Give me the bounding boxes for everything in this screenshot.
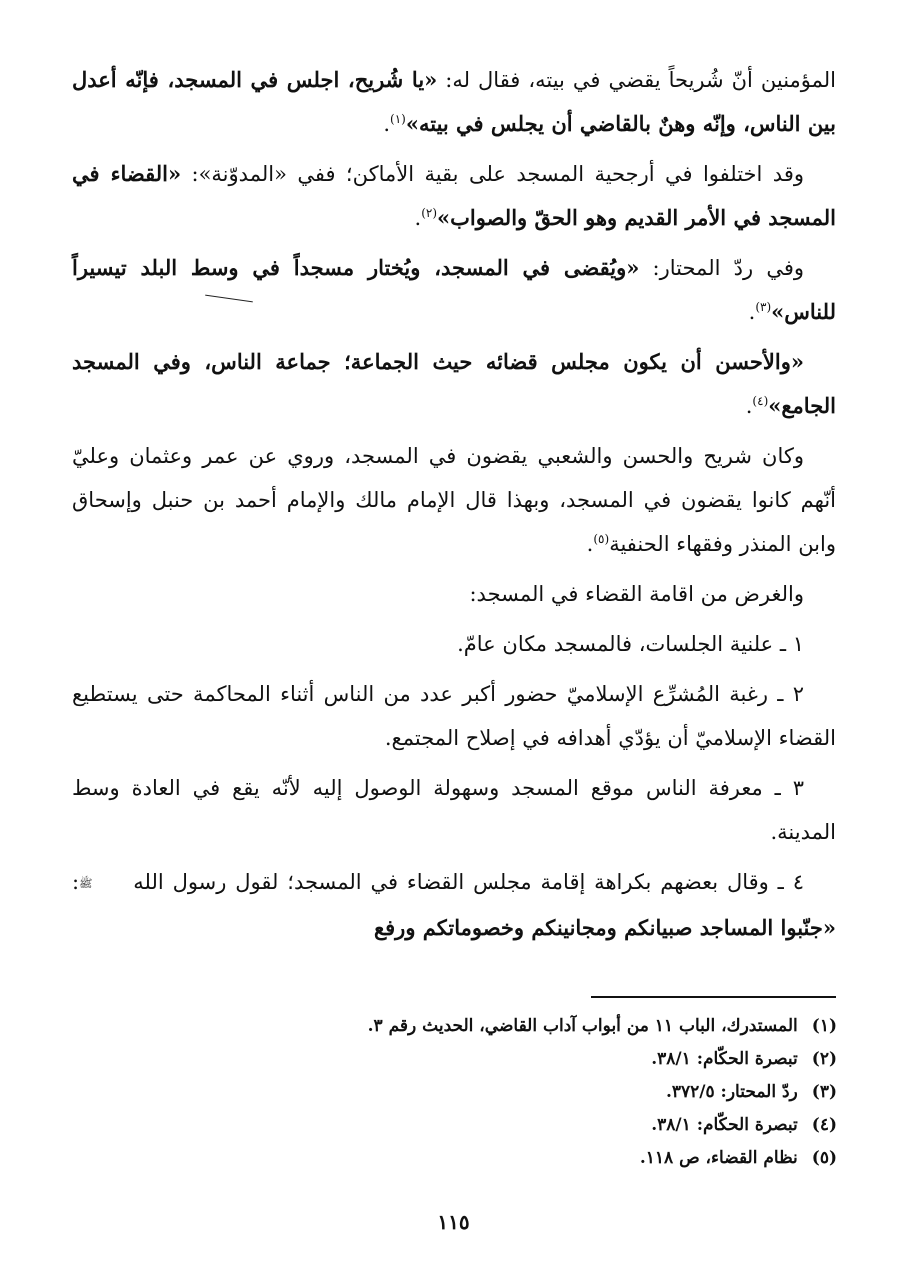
footnote-text: تبصرة الحكّام: ٣٨/١. (651, 1049, 798, 1069)
footnote-item (137, 1010, 837, 1043)
footnote-number: (٤) (811, 1115, 837, 1135)
quote: «القضاء في المسجد في الأمر القديم وهو الحقّ والصواب» (72, 161, 836, 230)
footnote-item (137, 1142, 837, 1175)
paragraph-6: والغرض من اقامة القضاء في المسجد: (469, 582, 804, 606)
footnotes (137, 1010, 837, 1175)
footnote-text: نظام القضاء، ص ١١٨. (639, 1148, 798, 1168)
page-number: ١١٥ (437, 1210, 470, 1234)
footnote-number: (٣) (811, 1082, 837, 1102)
quote: «والأحسن أن يكون مجلس قضائه حيث الجماعة؛ جماعة الناس، وفي المسجد الجامع» (72, 349, 836, 418)
paragraph-2: وقد اختلفوا في أرجحية المسجد على بقية الأماكن؛ ففي «المدوّنة»: «القضاء في المسجد في الأمر القديم وهو الحقّ والصواب»$^{(٢)}$. (72, 161, 836, 230)
footnote-text: ردّ المحتار: ٣٧٢/٥. (665, 1082, 798, 1102)
footnote-item (137, 1109, 837, 1142)
footnote-number: (٢) (811, 1049, 837, 1069)
footnote-text: تبصرة الحكّام: ٣٨/١. (651, 1115, 798, 1135)
footnote-ref: (٤) (752, 394, 769, 408)
footnote-text: المستدرك، الباب ١١ من أبواب آداب القاضي، الحديث رقم ٣. (367, 1016, 798, 1036)
footnote-number: (١) (811, 1016, 837, 1036)
paragraph-4: «والأحسن أن يكون مجلس قضائه حيث الجماعة؛ جماعة الناس، وفي المسجد الجامع»$^{(٤)}$. (72, 349, 836, 418)
footnote-ref: (١) (390, 112, 406, 126)
footnote-ref: (٣) (755, 300, 772, 314)
paragraph-1: المؤمنين أنّ شُريحاً يقضي في بيته، فقال له: «يا شُريح، اجلس في المسجد، فإنّه أعدل بين الناس، وإنّه وهنٌ بالقاضي أن يجلس في بيته»$^{(١)}$. (72, 67, 837, 136)
paragraph-5: وكان شريح والحسن والشعبي يقضون في المسجد، وروي عن عمر وعثمان وعليّ أنّهم كانوا يقضون في المسجد، وبهذا قال الإمام مالك والإمام أحمد بن حنبل وإسحاق وابن المنذر وفقهاء الحنفية$^{(٥)}$. (72, 444, 837, 556)
quote: «ويُقضى في المسجد، ويُختار مسجداً في وسط البلد تيسيراً للناس» (72, 255, 836, 324)
footnote-item (137, 1043, 837, 1076)
paragraph-3: وفي ردّ المحتار: «ويُقضى في المسجد، ويُختار مسجداً في وسط البلد تيسيراً للناس»$^{(٣)}$. (72, 255, 836, 324)
footnote-ref: (٢) (421, 206, 438, 220)
list-item-2: ٢ ـ رغبة المُشرِّع الإسلاميّ حضور أكبر عدد من الناس أثناء المحاكمة حتى يستطيع القضاء الإسلاميّ أن يؤدّي أهدافه في إصلاح المجتمع. (72, 682, 836, 750)
list-item-1: ١ ـ علنية الجلسات، فالمسجد مكان عامّ. (457, 632, 804, 656)
footnote-item (137, 1076, 837, 1109)
main-text (72, 58, 836, 956)
list-item-3: ٣ ـ معرفة الناس موقع المسجد وسهولة الوصول إليه لأنّه يقع في العادة وسط المدينة. (72, 776, 836, 844)
footnote-separator (591, 996, 836, 998)
footnote-number: (٥) (811, 1148, 837, 1168)
pbuh-ligature: ﷺ (79, 876, 93, 890)
list-item-4: ٤ ـ وقال بعضهم بكراهة إقامة مجلس القضاء في المسجد؛ لقول رسول الله ﷺ: «جنّبوا المساجد صبيانكم ومجانينكم وخصوماتكم ورفع (72, 860, 836, 950)
quote: «جنّبوا المساجد صبيانكم ومجانينكم وخصوماتكم ورفع (373, 914, 836, 940)
footnote-ref: (٥) (593, 532, 610, 546)
quote: «يا شُريح، اجلس في المسجد، فإنّه أعدل بين الناس، وإنّه وهنٌ بالقاضي أن يجلس في بيته» (72, 67, 836, 136)
